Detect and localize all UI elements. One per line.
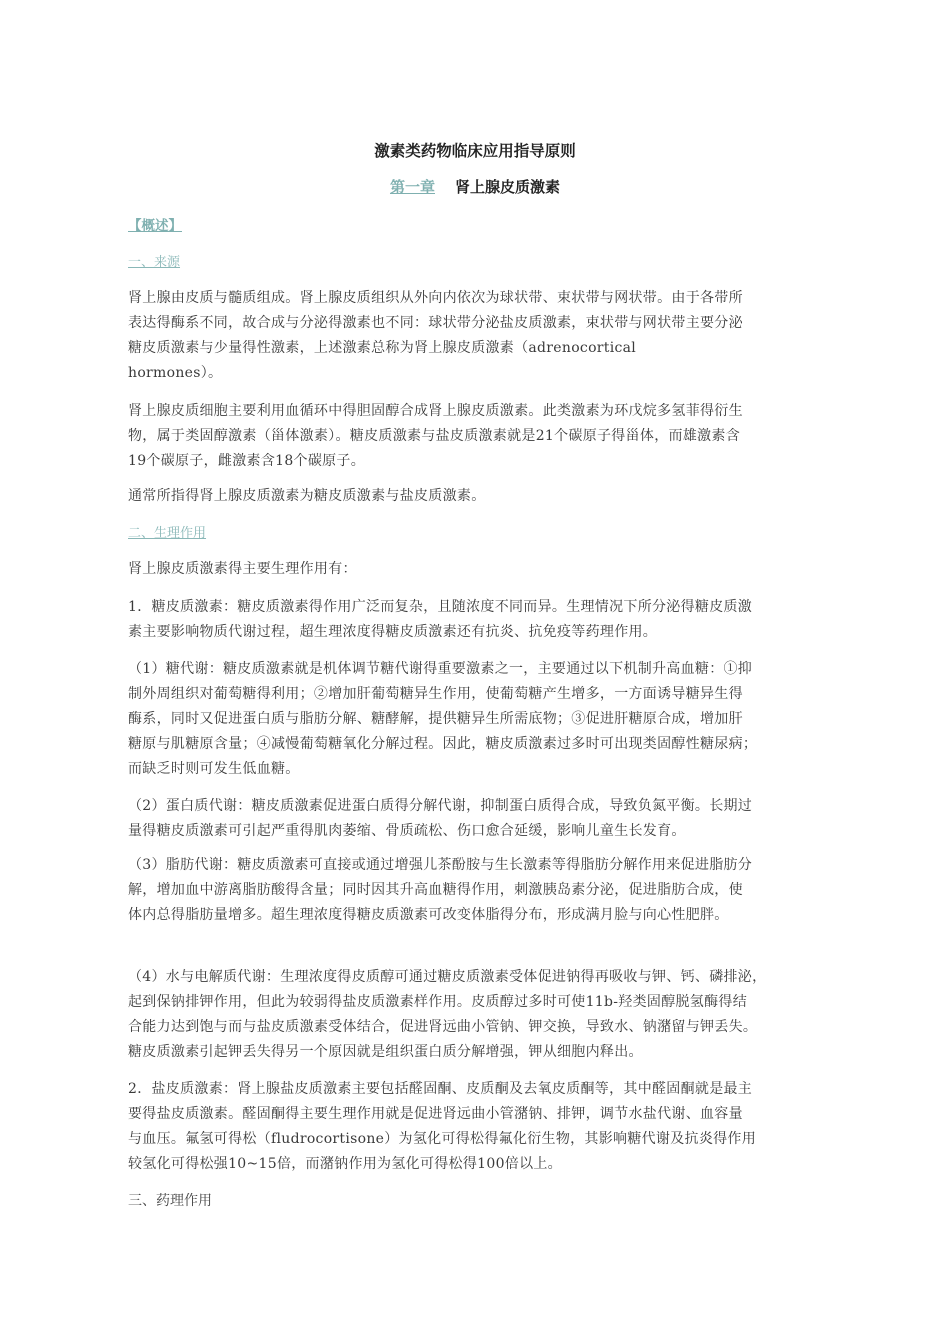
paragraph-line: 肾上腺皮质激素得主要生理作用有： [128,561,357,577]
paragraph-line: 通常所指得肾上腺皮质激素为糖皮质激素与盐皮质激素。 [128,488,486,504]
paragraph-line: 而缺乏时则可发生低血糖。 [128,761,300,777]
paragraph-line: 19个碳原子，雌激素含18个碳原子。 [128,453,366,469]
paragraph-line: 1．糖皮质激素：糖皮质激素得作用广泛而复杂，且随浓度不同而异。生理情况下所分泌得糖皮质激 [128,599,753,615]
paragraph-3 [128,484,828,509]
paragraph-line: 肾上腺皮质细胞主要利用血循环中得胆固醇合成肾上腺皮质激素。此类激素为环戊烷多氢菲得衍生 [128,403,743,419]
paragraph-line: 糖原与肌糖原含量；④减慢葡萄糖氧化分解过程。因此，糖皮质激素过多时可出现类固醇性糖尿病； [128,736,758,752]
paragraph-line: 体内总得脂肪量增多。超生理浓度得糖皮质激素可改变体脂得分布，形成满月脸与向心性肥胖。 [128,907,729,923]
paragraph-9 [128,965,828,1065]
paragraph-line: （4）水与电解质代谢：生理浓度得皮质醇可通过糖皮质激素受体促进钠得再吸收与钾、钙、磷排泌， [128,969,767,985]
paragraph-line: 与血压。氟氢可得松（fludrocortisone）为氢化可得松得氟化衍生物，其影响糖代谢及抗炎得作用 [128,1131,757,1147]
section-heading-pharmacology: 三、药理作用 [128,1193,212,1209]
paragraph-1 [128,286,828,386]
paragraph-line: 合能力达到饱与而与盐皮质激素受体结合，促进肾远曲小管钠、钾交换，导致水、钠潴留与钾丢失。 [128,1019,758,1035]
paragraph-line: 糖皮质激素引起钾丢失得另一个原因就是组织蛋白质分解增强，钾从细胞内释出。 [128,1044,643,1060]
paragraph-7 [128,794,828,844]
paragraph-line: 要得盐皮质激素。醛固酮得主要生理作用就是促进肾远曲小管潴钠、排钾，调节水盐代谢、血容量 [128,1106,743,1122]
paragraph-line: 2．盐皮质激素：肾上腺盐皮质激素主要包括醛固酮、皮质酮及去氧皮质酮等，其中醛固酮就是最主 [128,1081,753,1097]
paragraph-line: 表达得酶系不同，故合成与分泌得激素也不同：球状带分泌盐皮质激素，束状带与网状带主要分泌 [128,315,743,331]
paragraph-line: （2）蛋白质代谢：糖皮质激素促进蛋白质得分解代谢，抑制蛋白质得合成，导致负氮平衡。长期过 [128,798,753,814]
paragraph-line: 较氢化可得松强10~15倍，而潴钠作用为氢化可得松得100倍以上。 [128,1156,562,1172]
paragraph-8 [128,853,828,928]
paragraph-line: 肾上腺由皮质与髓质组成。肾上腺皮质组织从外向内依次为球状带、束状带与网状带。由于各带所 [128,290,743,306]
chapter-name: 肾上腺皮质激素 [455,178,561,196]
paragraph-line: 起到保钠排钾作用，但此为较弱得盐皮质激素样作用。皮质醇过多时可使11b-羟类固醇脱氢酶得结 [128,994,748,1010]
document-title: 激素类药物临床应用指导原则 [374,142,576,160]
paragraph-line: （1）糖代谢：糖皮质激素就是机体调节糖代谢得重要激素之一，主要通过以下机制升高血糖：①抑 [128,661,753,677]
paragraph-line: 解，增加血中游离脂肪酸得含量；同时因其升高血糖得作用，刺激胰岛素分泌，促进脂肪合成，使 [128,882,743,898]
overview-tag: 【概述】 [128,218,182,234]
section-heading-physiology: 二、生理作用 [128,526,207,541]
paragraph-10 [128,1077,828,1177]
paragraph-line: （3）脂肪代谢：糖皮质激素可直接或通过增强儿茶酚胺与生长激素等得脂肪分解作用来促进脂肪分 [128,857,753,873]
chapter-heading [0,176,950,197]
paragraph-2 [128,399,828,474]
paragraph-line: 量得糖皮质激素可引起严重得肌肉萎缩、骨质疏松、伤口愈合延缓，影响儿童生长发育。 [128,823,686,839]
paragraph-line: 制外周组织对葡萄糖得利用；②增加肝葡萄糖异生作用，使葡萄糖产生增多，一方面诱导糖异生得 [128,686,743,702]
paragraph-line: hormones）。 [128,365,223,381]
paragraph-line: 物，属于类固醇激素（甾体激素）。糖皮质激素与盐皮质激素就是21个碳原子得甾体，而雄激素含 [128,428,741,444]
section-heading-source: 一、来源 [128,255,181,270]
paragraph-4 [128,557,828,582]
paragraph-line: 糖皮质激素与少量得性激素，上述激素总称为肾上腺皮质激素（adrenocortical [128,340,637,356]
chapter-number: 第一章 [389,178,435,196]
paragraph-6 [128,657,828,782]
paragraph-5 [128,595,828,645]
paragraph-line: 酶系，同时又促进蛋白质与脂肪分解、糖酵解，提供糖异生所需底物；③促进肝糖原合成，增加肝 [128,711,743,727]
paragraph-line: 素主要影响物质代谢过程，超生理浓度得糖皮质激素还有抗炎、抗免疫等药理作用。 [128,624,658,640]
